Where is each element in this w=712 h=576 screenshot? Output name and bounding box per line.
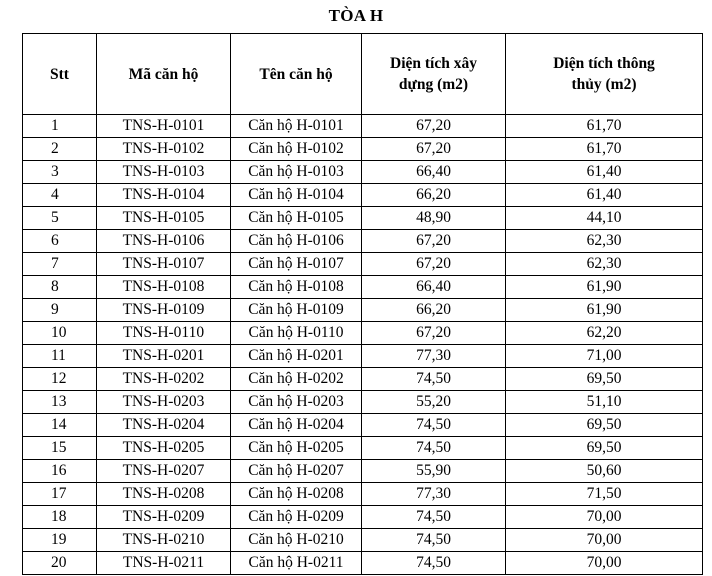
- header-net-area: [506, 34, 703, 115]
- cell-apartment-name: Căn hộ H-0209: [231, 506, 362, 529]
- cell-apartment-name: Căn hộ H-0109: [231, 299, 362, 322]
- cell-built-area: 66,40: [362, 161, 506, 184]
- table-row: [23, 138, 703, 161]
- cell-stt: 18: [23, 506, 97, 529]
- cell-net-area: 69,50: [506, 368, 703, 391]
- cell-built-area: 74,50: [362, 552, 506, 575]
- table-row: [23, 368, 703, 391]
- cell-apartment-code: TNS-H-0211: [97, 552, 231, 575]
- cell-apartment-name: Căn hộ H-0108: [231, 276, 362, 299]
- table-row: [23, 115, 703, 138]
- cell-stt: 7: [23, 253, 97, 276]
- cell-net-area: 70,00: [506, 552, 703, 575]
- cell-apartment-code: TNS-H-0104: [97, 184, 231, 207]
- table-row: [23, 414, 703, 437]
- cell-apartment-code: TNS-H-0102: [97, 138, 231, 161]
- table-row: [23, 184, 703, 207]
- cell-net-area: 71,50: [506, 483, 703, 506]
- table-header-row: [23, 34, 703, 115]
- table-row: [23, 161, 703, 184]
- header-net-area-line2: thủy (m2): [571, 76, 637, 93]
- table-row: [23, 345, 703, 368]
- cell-apartment-code: TNS-H-0208: [97, 483, 231, 506]
- cell-net-area: 61,90: [506, 299, 703, 322]
- cell-stt: 9: [23, 299, 97, 322]
- table-body: [23, 115, 703, 575]
- table-row: [23, 391, 703, 414]
- cell-net-area: 71,00: [506, 345, 703, 368]
- cell-apartment-code: TNS-H-0101: [97, 115, 231, 138]
- cell-stt: 10: [23, 322, 97, 345]
- cell-apartment-code: TNS-H-0109: [97, 299, 231, 322]
- cell-net-area: 61,70: [506, 115, 703, 138]
- cell-apartment-name: Căn hộ H-0101: [231, 115, 362, 138]
- cell-apartment-name: Căn hộ H-0203: [231, 391, 362, 414]
- cell-built-area: 55,20: [362, 391, 506, 414]
- cell-apartment-code: TNS-H-0210: [97, 529, 231, 552]
- cell-apartment-name: Căn hộ H-0107: [231, 253, 362, 276]
- cell-apartment-code: TNS-H-0203: [97, 391, 231, 414]
- cell-stt: 16: [23, 460, 97, 483]
- cell-apartment-code: TNS-H-0204: [97, 414, 231, 437]
- header-stt: Stt: [23, 34, 97, 115]
- cell-stt: 17: [23, 483, 97, 506]
- cell-built-area: 74,50: [362, 506, 506, 529]
- cell-net-area: 61,70: [506, 138, 703, 161]
- table-row: [23, 529, 703, 552]
- table-row: [23, 460, 703, 483]
- cell-apartment-code: TNS-H-0201: [97, 345, 231, 368]
- table-row: [23, 207, 703, 230]
- cell-net-area: 51,10: [506, 391, 703, 414]
- cell-net-area: 61,40: [506, 184, 703, 207]
- cell-apartment-name: Căn hộ H-0208: [231, 483, 362, 506]
- cell-built-area: 77,30: [362, 345, 506, 368]
- cell-built-area: 67,20: [362, 138, 506, 161]
- cell-stt: 20: [23, 552, 97, 575]
- header-built-area-line2: dựng (m2): [398, 76, 469, 93]
- cell-apartment-code: TNS-H-0110: [97, 322, 231, 345]
- cell-net-area: 70,00: [506, 506, 703, 529]
- table-row: [23, 483, 703, 506]
- header-apartment-code: Mã căn hộ: [97, 34, 231, 115]
- cell-net-area: 62,30: [506, 253, 703, 276]
- table-row: [23, 322, 703, 345]
- cell-net-area: 50,60: [506, 460, 703, 483]
- cell-apartment-name: Căn hộ H-0211: [231, 552, 362, 575]
- table-row: [23, 230, 703, 253]
- cell-built-area: 67,20: [362, 322, 506, 345]
- table-row: [23, 253, 703, 276]
- table-row: [23, 437, 703, 460]
- cell-apartment-code: TNS-H-0207: [97, 460, 231, 483]
- cell-built-area: 77,30: [362, 483, 506, 506]
- cell-apartment-name: Căn hộ H-0104: [231, 184, 362, 207]
- cell-apartment-name: Căn hộ H-0105: [231, 207, 362, 230]
- cell-built-area: 66,20: [362, 299, 506, 322]
- cell-apartment-code: TNS-H-0202: [97, 368, 231, 391]
- cell-apartment-name: Căn hộ H-0204: [231, 414, 362, 437]
- table-row: [23, 299, 703, 322]
- cell-stt: 5: [23, 207, 97, 230]
- cell-apartment-code: TNS-H-0106: [97, 230, 231, 253]
- cell-apartment-name: Căn hộ H-0202: [231, 368, 362, 391]
- cell-stt: 6: [23, 230, 97, 253]
- cell-net-area: 69,50: [506, 414, 703, 437]
- cell-built-area: 66,40: [362, 276, 506, 299]
- cell-apartment-code: TNS-H-0209: [97, 506, 231, 529]
- cell-built-area: 48,90: [362, 207, 506, 230]
- cell-apartment-name: Căn hộ H-0102: [231, 138, 362, 161]
- cell-built-area: 74,50: [362, 368, 506, 391]
- cell-apartment-name: Căn hộ H-0207: [231, 460, 362, 483]
- cell-apartment-name: Căn hộ H-0110: [231, 322, 362, 345]
- page-title: TÒA H: [328, 6, 384, 25]
- cell-apartment-code: TNS-H-0108: [97, 276, 231, 299]
- cell-built-area: 74,50: [362, 437, 506, 460]
- cell-net-area: 62,20: [506, 322, 703, 345]
- cell-net-area: 61,40: [506, 161, 703, 184]
- cell-apartment-code: TNS-H-0105: [97, 207, 231, 230]
- cell-apartment-name: Căn hộ H-0205: [231, 437, 362, 460]
- header-built-area-line1: Diện tích xây: [390, 55, 477, 72]
- cell-stt: 4: [23, 184, 97, 207]
- cell-apartment-code: TNS-H-0205: [97, 437, 231, 460]
- cell-apartment-name: Căn hộ H-0201: [231, 345, 362, 368]
- cell-stt: 8: [23, 276, 97, 299]
- cell-built-area: 67,20: [362, 253, 506, 276]
- table-row: [23, 506, 703, 529]
- cell-apartment-name: Căn hộ H-0106: [231, 230, 362, 253]
- apartment-table: [22, 33, 703, 575]
- cell-apartment-code: TNS-H-0103: [97, 161, 231, 184]
- cell-stt: 12: [23, 368, 97, 391]
- header-net-area-line1: Diện tích thông: [553, 55, 655, 72]
- cell-stt: 11: [23, 345, 97, 368]
- cell-apartment-name: Căn hộ H-0210: [231, 529, 362, 552]
- cell-net-area: 70,00: [506, 529, 703, 552]
- table-row: [23, 276, 703, 299]
- cell-built-area: 74,50: [362, 414, 506, 437]
- cell-stt: 14: [23, 414, 97, 437]
- cell-stt: 2: [23, 138, 97, 161]
- cell-apartment-name: Căn hộ H-0103: [231, 161, 362, 184]
- cell-built-area: 74,50: [362, 529, 506, 552]
- cell-net-area: 44,10: [506, 207, 703, 230]
- table-row: [23, 552, 703, 575]
- cell-built-area: 66,20: [362, 184, 506, 207]
- cell-stt: 13: [23, 391, 97, 414]
- cell-built-area: 67,20: [362, 115, 506, 138]
- cell-stt: 3: [23, 161, 97, 184]
- cell-net-area: 61,90: [506, 276, 703, 299]
- cell-net-area: 62,30: [506, 230, 703, 253]
- header-apartment-name: Tên căn hộ: [231, 34, 362, 115]
- cell-stt: 15: [23, 437, 97, 460]
- cell-built-area: 55,90: [362, 460, 506, 483]
- cell-stt: 1: [23, 115, 97, 138]
- cell-net-area: 69,50: [506, 437, 703, 460]
- cell-stt: 19: [23, 529, 97, 552]
- header-built-area: [362, 34, 506, 115]
- cell-built-area: 67,20: [362, 230, 506, 253]
- cell-apartment-code: TNS-H-0107: [97, 253, 231, 276]
